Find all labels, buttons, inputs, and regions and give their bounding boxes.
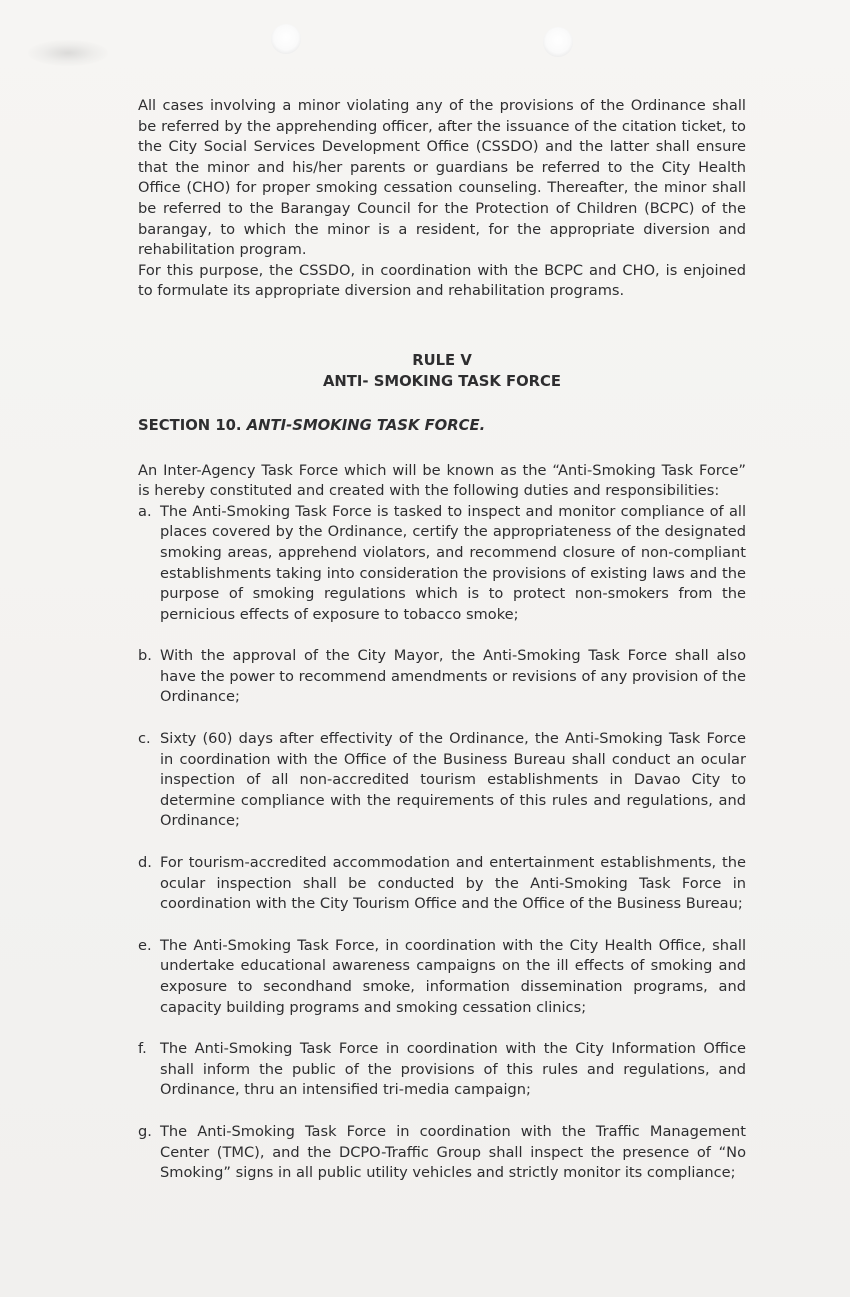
duty-text: The Anti-Smoking Task Force in coordination with the City Information Office shall inform the public of the provisions of this rules and regulations, and Ordinance, thru an intensified tri-media campaign; xyxy=(160,1040,746,1099)
duty-text: Sixty (60) days after effectivity of the Ordinance, the Anti-Smoking Task Force in coordination with the Office of the Business Bureau shall conduct an ocular inspection of all non-accredited tourism establishments in Davao City to determine compliance with the requirements of this rules and regulations, and Ordinance; xyxy=(160,730,746,830)
duty-text: The Anti-Smoking Task Force is tasked to inspect and monitor compliance of all places covered by the Ordinance, certify the appropriateness of the designated smoking areas, apprehend violators, and recommend closure of non-compliant establishments taking into consideration the provisions of existing laws and the purpose of smoking regulations which is to protect non-smokers from the pernicious effects of exposure to tobacco smoke; xyxy=(160,502,746,623)
punch-hole-right xyxy=(543,27,573,57)
paragraph-purpose: For this purpose, the CSSDO, in coordination with the BCPC and CHO, is enjoined to formulate its appropriate diversion and rehabilitation programs. xyxy=(138,261,746,300)
document-body xyxy=(138,96,746,1184)
duty-item xyxy=(138,502,746,626)
duty-item xyxy=(138,936,746,1018)
duty-marker: f. xyxy=(138,1040,147,1058)
duty-item xyxy=(138,853,746,915)
duties-list xyxy=(138,502,746,1184)
duty-marker: d. xyxy=(138,854,152,872)
duty-item xyxy=(138,1122,746,1184)
section-intro: An Inter-Agency Task Force which will be known as the “Anti-Smoking Task Force” is hereby constituted and created with the following duties and responsibilities: xyxy=(138,461,746,500)
duty-item xyxy=(138,646,746,708)
duty-item xyxy=(138,1039,746,1101)
duty-text: The Anti-Smoking Task Force, in coordination with the City Health Office, shall undertake educational awareness campaigns on the ill effects of smoking and exposure to secondhand smoke, information dissemination programs, and capacity building programs and smoking cessation clinics; xyxy=(160,936,746,1016)
duty-item xyxy=(138,729,746,832)
section-title: ANTI-SMOKING TASK FORCE. xyxy=(246,416,486,434)
section-label: SECTION 10. xyxy=(138,416,242,434)
rule-number: RULE V xyxy=(412,351,472,369)
duty-text: For tourism-accredited accommodation and entertainment establishments, the ocular inspection shall be conducted by the Anti-Smoking Task Force in coordination with the City Tourism Office and the Office of the Business Bureau; xyxy=(160,854,746,913)
duty-marker: a. xyxy=(138,502,152,520)
duty-text: With the approval of the City Mayor, the Anti-Smoking Task Force shall also have the power to recommend amendments or revisions of any provision of the Ordinance; xyxy=(160,647,746,706)
duty-marker: c. xyxy=(138,730,151,748)
duty-marker: e. xyxy=(138,936,152,954)
rule-heading xyxy=(138,350,746,392)
duty-marker: g. xyxy=(138,1122,152,1140)
paragraph-minor-referral: All cases involving a minor violating any of the provisions of the Ordinance shall be referred by the apprehending officer, after the issuance of the citation ticket, to the City Social Services Development Office (CSSDO) and the latter shall ensure that the minor and his/her parents or guardians be referred to the City Health Office (CHO) for proper smoking cessation counseling. Thereafter, the minor shall be referred to the Barangay Council for the Protection of Children (BCPC) of the barangay, to which the minor is a resident, for the appropriate diversion and rehabilitation program. xyxy=(138,97,746,259)
rule-title: ANTI- SMOKING TASK FORCE xyxy=(322,372,562,390)
duty-text: The Anti-Smoking Task Force in coordination with the Traffic Management Center (TMC), and the DCPO-Traffic Group shall inspect the presence of “No Smoking” signs in all public utility vehicles and strictly monitor its compliance; xyxy=(160,1122,746,1182)
punch-hole-left xyxy=(271,24,301,54)
section-heading xyxy=(138,416,746,437)
scan-smudge xyxy=(28,40,108,66)
duty-marker: b. xyxy=(138,647,152,665)
